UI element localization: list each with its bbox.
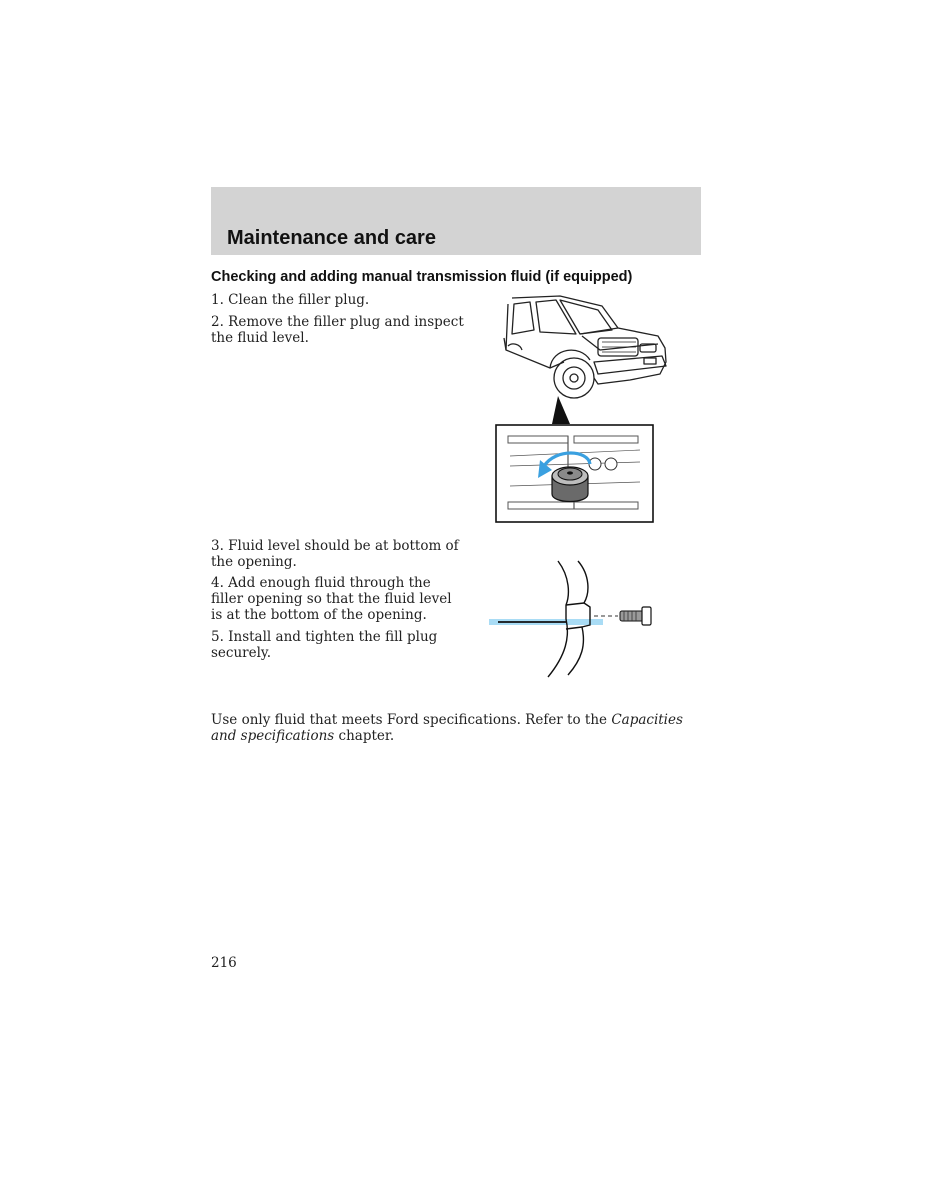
step-2: 2. Remove the filler plug and inspect the fluid level. [211, 314, 464, 346]
page-number: 216 [211, 955, 237, 971]
callout-pointer [552, 396, 570, 424]
section-heading: Checking and adding manual transmission fluid (if equipped) [211, 269, 633, 285]
note-text-end: chapter. [334, 728, 395, 744]
fluid-specification-note [211, 712, 701, 744]
step-5: 5. Install and tighten the fill plug securely. [211, 629, 438, 661]
step-4: 4. Add enough fluid through the filler opening so that the fluid level is at the bottom of the opening. [211, 575, 452, 623]
filler-plug-icon [552, 467, 588, 502]
truck-filler-plug-illustration [490, 290, 675, 530]
chapter-header-band [211, 187, 701, 255]
fluid-level-illustration [486, 555, 661, 680]
step-3: 3. Fluid level should be at bottom of the opening. [211, 538, 459, 570]
chapter-reference: Capacities and specifications [211, 712, 683, 744]
chapter-title: Maintenance and care [227, 227, 436, 249]
truck-icon [504, 296, 666, 398]
note-text: Use only fluid that meets Ford specifications. Refer to the [211, 712, 612, 728]
fill-plug-bolt-icon [620, 607, 651, 625]
filler-plug-inset [496, 425, 653, 522]
step-1: 1. Clean the filler plug. [211, 292, 370, 308]
